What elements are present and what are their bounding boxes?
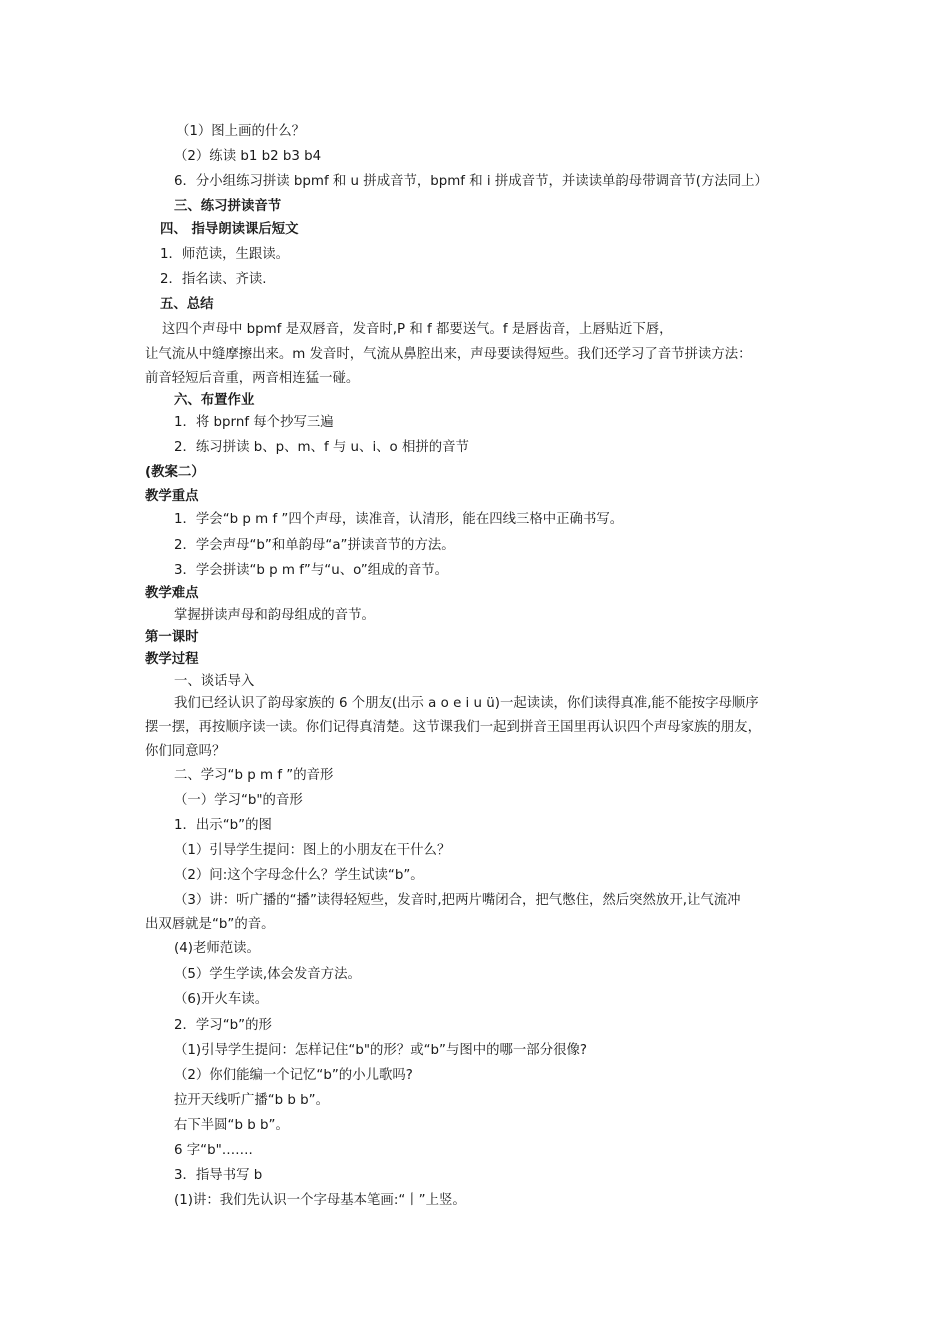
text-line: 6．分小组练习拼读 bpmf 和 u 拼成音节，bpmf 和 i 拼成音节，并读读单韵母带调音节(方法同上） bbox=[174, 174, 768, 189]
section-heading: 教学重点 bbox=[145, 489, 199, 504]
text-line: 1．出示“b”的图 bbox=[174, 818, 272, 833]
section-heading: 第一课时 bbox=[145, 630, 199, 645]
text-line: （一）学习“b"的音形 bbox=[174, 793, 303, 808]
text-line: 二、学习“b p m f ”的音形 bbox=[174, 768, 334, 783]
text-line: 2．学习“b”的形 bbox=[174, 1018, 272, 1033]
text-line: 出双唇就是“b”的音。 bbox=[145, 917, 275, 932]
section-heading: 四、 指导朗读课后短文 bbox=[160, 222, 299, 237]
text-line: 你们同意吗？ bbox=[145, 744, 226, 759]
text-line: （2）问:这个字母念什么？学生试读“b”。 bbox=[174, 868, 424, 883]
text-line: 摆一摆，再按顺序读一读。你们记得真清楚。这节课我们一起到拼音王国里再认识四个声母家族的朋友， bbox=[145, 720, 761, 735]
text-line: (4)老师范读。 bbox=[174, 941, 260, 956]
text-line: 3．指导书写 b bbox=[174, 1168, 263, 1183]
text-line: 2．练习拼读 b、p、m、f 与 u、i、o 相拼的音节 bbox=[174, 440, 469, 455]
text-line: 拉开天线听广播“b b b”。 bbox=[174, 1093, 330, 1108]
section-heading: 三、练习拼读音节 bbox=[174, 199, 282, 214]
section-heading: 六、布置作业 bbox=[174, 393, 255, 408]
section-heading: 五、总结 bbox=[160, 297, 214, 312]
text-line: （6)开火车读。 bbox=[174, 992, 269, 1007]
text-line: 前音轻短后音重，两音相连猛一碰。 bbox=[145, 371, 360, 386]
text-line: 掌握拼读声母和韵母组成的音节。 bbox=[174, 608, 375, 623]
text-line: （1)引导学生提问：怎样记住“b"的形？或“b”与图中的哪一部分很像? bbox=[174, 1043, 587, 1058]
text-line: 2．指名读、齐读. bbox=[160, 272, 267, 287]
text-line: （2）你们能编一个记忆“b”的小儿歌吗? bbox=[174, 1068, 413, 1083]
text-line: （1）引导学生提问：图上的小朋友在干什么？ bbox=[174, 843, 451, 858]
text-line: 6 字“b"……. bbox=[174, 1143, 253, 1158]
section-heading: 教学过程 bbox=[145, 652, 199, 667]
section-heading: 教学难点 bbox=[145, 586, 199, 601]
text-line: 1．学会“b p m f ”四个声母，读准音，认清形，能在四线三格中正确书写。 bbox=[174, 512, 624, 527]
text-line: 3．学会拼读“b p m f”与“u、o”组成的音节。 bbox=[174, 563, 449, 578]
text-line: （1）图上画的什么？ bbox=[176, 124, 306, 139]
text-line: （5）学生学读,体会发音方法。 bbox=[174, 967, 361, 982]
text-line: 我们已经认识了韵母家族的 6 个朋友(出示 a o e i u ü)一起读读，你们读得真准,能不能按字母顺序 bbox=[174, 696, 759, 711]
section-heading: (教案二） bbox=[145, 465, 205, 480]
text-line: 1．将 bprnf 每个抄写三遍 bbox=[174, 415, 334, 430]
text-line: 1．师范读，生跟读。 bbox=[160, 247, 290, 262]
text-line: 让气流从中缝摩擦出来。m 发音时，气流从鼻腔出来，声母要读得短些。我们还学习了音节拼读方法： bbox=[145, 347, 752, 362]
text-line: （3）讲：听广播的“播”读得轻短些，发音时,把两片嘴闭合，把气憋住，然后突然放开,让气流冲 bbox=[174, 893, 741, 908]
text-line: 右下半圆“b b b”。 bbox=[174, 1118, 289, 1133]
text-line: 2．学会声母“b”和单韵母“a”拼读音节的方法。 bbox=[174, 538, 455, 553]
text-line: 这四个声母中 bpmf 是双唇音，发音时,P 和 f 都要送气。f 是唇齿音，上唇贴近下唇， bbox=[162, 322, 673, 337]
text-line: (1)讲：我们先认识一个字母基本笔画:“丨”上竖。 bbox=[174, 1193, 466, 1208]
text-line: 一、谈话导入 bbox=[174, 674, 255, 689]
text-line: （2）练读 b1 b2 b3 b4 bbox=[174, 149, 322, 164]
